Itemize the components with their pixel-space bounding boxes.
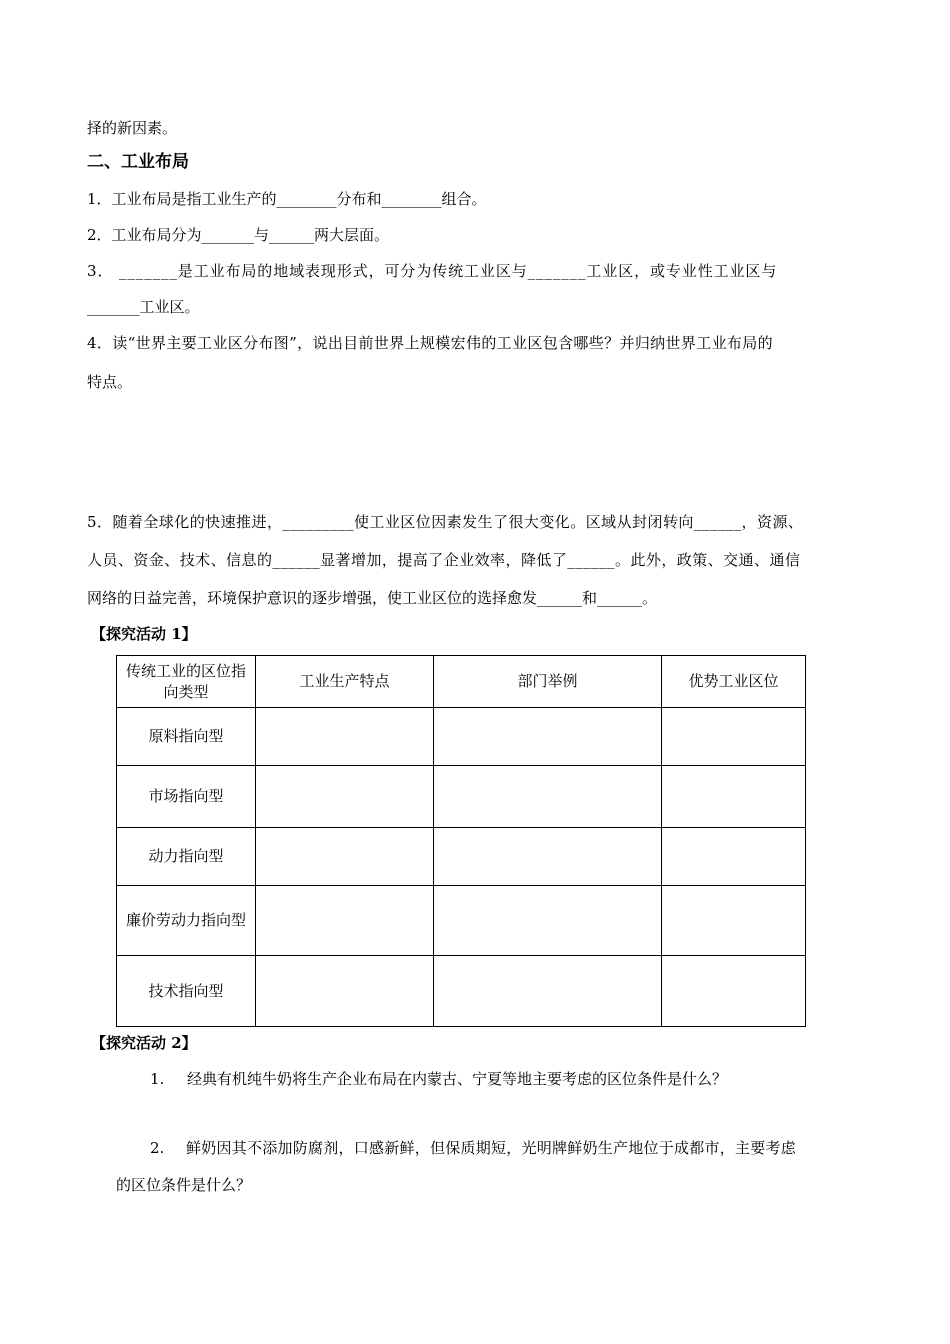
answer-cell[interactable] <box>434 708 662 766</box>
row-type-cell: 廉价劳动力指向型 <box>117 886 256 956</box>
table-row <box>117 828 806 886</box>
answer-cell[interactable] <box>434 828 662 886</box>
table-row <box>117 956 806 1027</box>
answer-cell[interactable] <box>256 708 434 766</box>
question-4-line-1: 4．读“世界主要工业区分布图”，说出目前世界上规模宏伟的工业区包含哪些？并归纳世界工业布局的 <box>87 334 773 352</box>
row-type-cell: 动力指向型 <box>117 828 256 886</box>
table-row <box>117 708 806 766</box>
answer-cell[interactable] <box>662 708 806 766</box>
activity-2-question-2-number: 2. <box>150 1139 165 1157</box>
table-row <box>117 766 806 828</box>
header-location: 优势工业区位 <box>662 656 806 708</box>
answer-cell[interactable] <box>256 956 434 1027</box>
table-header-row <box>117 656 806 708</box>
header-features: 工业生产特点 <box>256 656 434 708</box>
answer-cell[interactable] <box>662 766 806 828</box>
activity-2-question-2-line-2: 的区位条件是什么？ <box>116 1176 252 1194</box>
question-3-line-2: _______工业区。 <box>87 298 200 316</box>
question-2: 2．工业布局分为_______与______两大层面。 <box>87 226 390 244</box>
row-type-cell: 技术指向型 <box>117 956 256 1027</box>
activity-2-question-2-line-1: 鲜奶因其不添加防腐剂，口感新鲜，但保质期短，光明牌鲜奶生产地位于成都市，主要考虑 <box>186 1139 797 1157</box>
activity-2-question-1-number: 1. <box>150 1070 165 1088</box>
section-title: 二、工业布局 <box>87 152 189 172</box>
activity-1-title: 【探究活动 1】 <box>91 625 197 643</box>
intro-tail-text: 择的新因素。 <box>87 119 178 137</box>
answer-cell[interactable] <box>662 828 806 886</box>
row-type-cell: 原料指向型 <box>117 708 256 766</box>
row-type-cell: 市场指向型 <box>117 766 256 828</box>
question-5-line-2: 人员、资金、技术、信息的______显著增加，提高了企业效率，降低了______。此外，政策、交通、通信 <box>87 551 801 569</box>
answer-cell[interactable] <box>256 828 434 886</box>
answer-cell[interactable] <box>434 766 662 828</box>
answer-cell[interactable] <box>662 956 806 1027</box>
answer-cell[interactable] <box>434 886 662 956</box>
question-5-line-3: 网络的日益完善，环境保护意识的逐步增强，使工业区位的选择愈发______和______。 <box>87 589 658 607</box>
answer-cell[interactable] <box>434 956 662 1027</box>
table-row <box>117 886 806 956</box>
question-4-line-2: 特点。 <box>87 373 133 391</box>
header-examples: 部门举例 <box>434 656 662 708</box>
answer-cell[interactable] <box>256 766 434 828</box>
question-5-line-1: 5．随着全球化的快速推进，_________使工业区位因素发生了很大变化。区域从封闭转向______，资源、 <box>87 513 804 531</box>
answer-cell[interactable] <box>256 886 434 956</box>
question-1: 1．工业布局是指工业生产的________分布和________组合。 <box>87 190 487 208</box>
activity-2-title: 【探究活动 2】 <box>91 1034 197 1052</box>
question-3-line-1: 3． _______是工业布局的地域表现形式，可分为传统工业区与_______工业区，或专业性工业区与 <box>87 262 778 280</box>
answer-cell[interactable] <box>662 886 806 956</box>
header-type: 传统工业的区位指向类型 <box>117 656 256 708</box>
activity-2-question-1-text: 经典有机纯牛奶将生产企业布局在内蒙古、宁夏等地主要考虑的区位条件是什么？ <box>187 1070 728 1088</box>
location-type-table <box>116 655 806 1027</box>
